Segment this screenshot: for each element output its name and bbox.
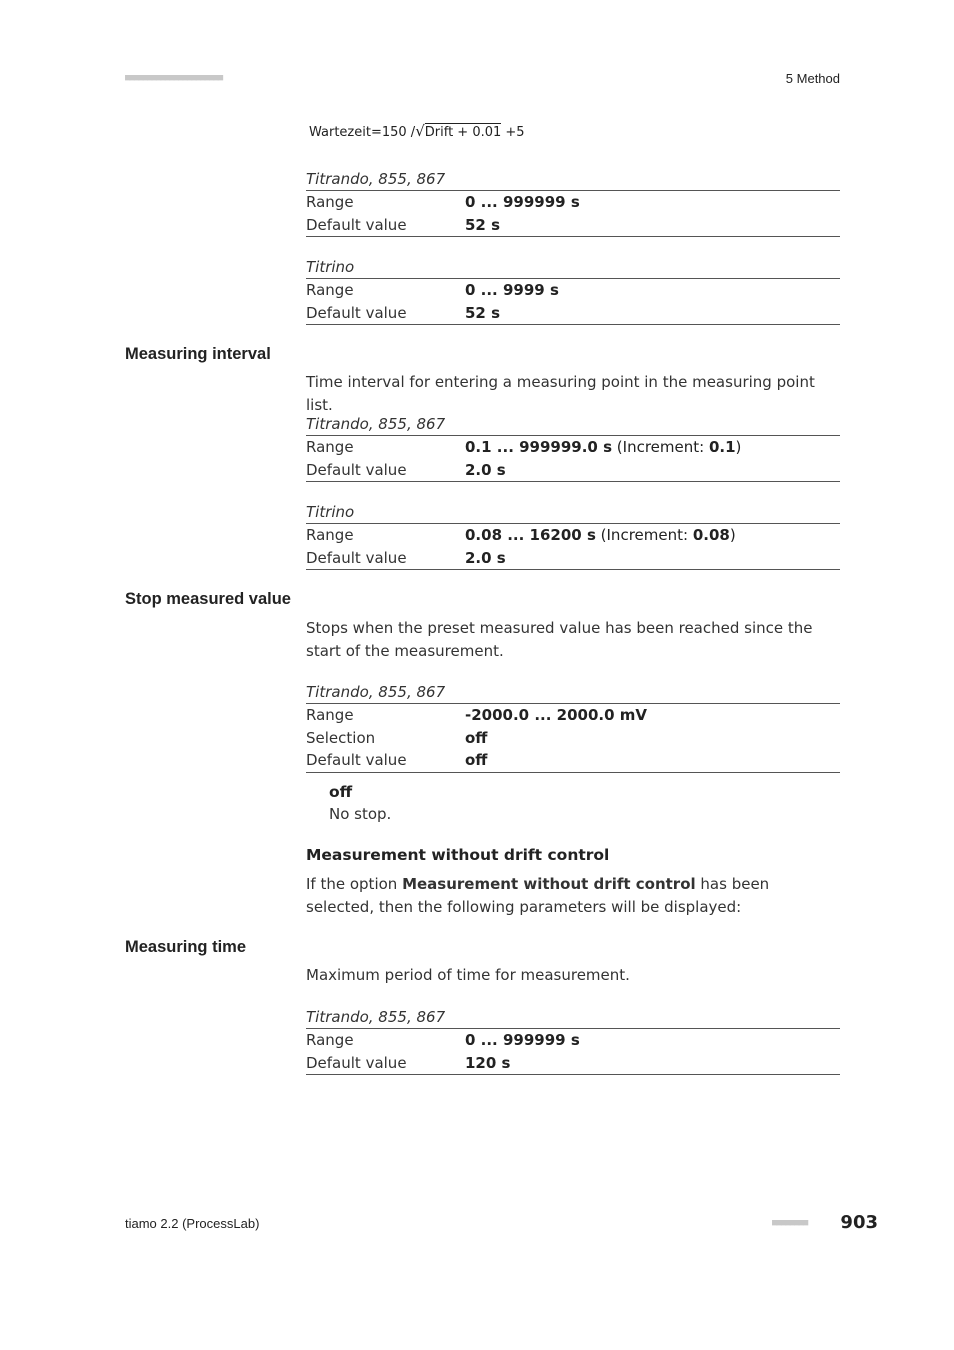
row-label: Default value [306,215,407,234]
row-label: Default value [306,303,407,322]
table-row [306,214,840,237]
measuring-interval-desc: Time interval for entering a measuring point in the measuring point list. [306,373,815,414]
table-row [306,547,840,570]
param-table-interval-titrando [306,413,840,482]
row-value: -2000.0 ... 2000.0 mV [465,706,647,724]
row-value: off [465,728,488,747]
header-dots: ■■■■■■■■■■■■■■■■■■■■■■ [125,73,223,83]
table-bottom-rule [306,324,840,325]
table-bottom-rule [306,236,840,237]
table-caption: Titrando, 855, 867 [306,168,840,191]
row-value: 52 s [465,303,501,322]
section-title-stop-measured-value: Stop measured value [125,590,291,608]
option-off-name: off [329,783,353,801]
table-row [306,302,840,325]
param-table-measuring-time [306,1006,840,1075]
section-title-measuring-interval: Measuring interval [125,345,271,363]
row-label: Default value [306,460,407,479]
formula [309,122,525,140]
chapter-title: 5 Method [785,71,840,86]
row-label: Default value [306,751,407,769]
sqrt-icon: √ [415,122,425,140]
param-table-waiting-time-titrando [306,168,840,237]
table-bottom-rule [306,569,840,570]
row-value: 0 ... 999999 s [465,1031,580,1049]
table-row [306,704,840,727]
table-caption: Titrando, 855, 867 [306,1006,840,1029]
row-value: 52 s [465,215,501,234]
table-row [306,749,840,772]
row-label: Range [306,1031,354,1049]
param-table-waiting-time-titrino [306,256,840,325]
formula-left: Wartezeit=150 / [309,125,416,140]
row-label: Selection [306,728,376,747]
without-drift-desc: If the option Measurement without drift control has been selected, then the following parameters will be displayed: [306,875,770,916]
table-bottom-rule [306,481,840,482]
measuring-time-desc: Maximum period of time for measurement. [306,966,630,984]
table-row [306,727,840,750]
page-number: 903 [840,1212,878,1233]
table-row [306,459,840,482]
formula-radicand: Drift + 0.01 [424,125,502,140]
table-row [306,279,840,302]
table-caption: Titrino [306,501,840,524]
footer-product: tiamo 2.2 (ProcessLab) [125,1216,260,1231]
formula-right: +5 [501,125,525,140]
row-value: 0.08 ... 16200 s (Increment: 0.08) [465,526,736,544]
row-label: Range [306,281,354,299]
stop-measured-value-desc: Stops when the preset measured value has been reached since the start of the measurement. [306,619,813,660]
subheading-without-drift: Measurement without drift control [306,846,610,864]
table-caption: Titrando, 855, 867 [306,681,840,704]
row-label: Range [306,526,354,544]
table-row [306,1052,840,1075]
param-table-stop-value [306,681,840,773]
row-value: 0 ... 999999 s [465,193,580,211]
row-value: 120 s [465,1053,511,1072]
row-value: off [465,751,488,769]
row-label: Range [306,193,354,211]
table-caption: Titrino [306,256,840,279]
table-row [306,524,840,547]
table-bottom-rule [306,1074,840,1075]
option-off-desc: No stop. [329,805,392,823]
row-value: 0 ... 9999 s [465,281,559,299]
table-caption: Titrando, 855, 867 [306,413,840,436]
row-label: Range [306,438,354,456]
table-row [306,191,840,214]
footer-dots: ■■■■■■■■ [772,1218,808,1228]
table-row [306,436,840,459]
row-label: Default value [306,1053,407,1072]
row-label: Default value [306,548,407,567]
row-value: 2.0 s [465,460,506,479]
row-value: 0.1 ... 999999.0 s (Increment: 0.1) [465,438,742,456]
row-label: Range [306,706,354,724]
param-table-interval-titrino [306,501,840,570]
section-title-measuring-time: Measuring time [125,938,247,956]
table-bottom-rule [306,772,840,773]
table-row [306,1029,840,1052]
row-value: 2.0 s [465,548,506,567]
